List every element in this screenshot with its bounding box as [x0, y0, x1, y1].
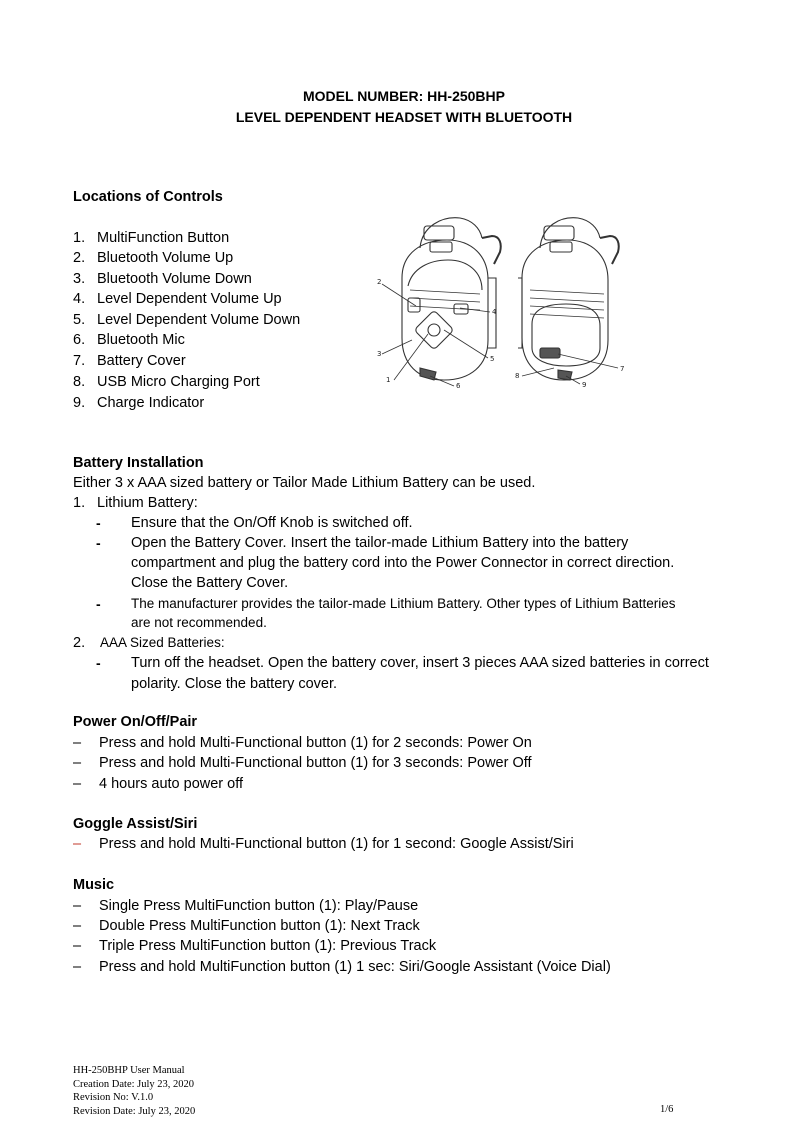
lithium-bullet-2-line-3: Close the Battery Cover.: [131, 575, 289, 591]
list-item-text: Level Dependent Volume Down: [97, 312, 301, 328]
callout-4: 4: [492, 308, 497, 316]
lithium-number: 1.: [73, 495, 86, 511]
list-item-text: Battery Cover: [97, 353, 186, 369]
battery-heading: Battery Installation: [73, 455, 204, 471]
bullet-marker: -: [96, 596, 101, 612]
battery-intro: Either 3 x AAA sized battery or Tailor Made Lithium Battery can be used.: [73, 475, 536, 491]
lithium-bullet-1: Ensure that the On/Off Knob is switched off.: [131, 515, 413, 531]
music-item-1: Single Press MultiFunction button (1): Play/Pause: [99, 898, 419, 914]
music-item-2: Double Press MultiFunction button (1): Next Track: [99, 918, 420, 934]
bullet-marker: -: [96, 515, 101, 531]
lithium-bullet-2-line-2: compartment and plug the battery cord into the Power Connector in correct direction.: [131, 555, 675, 571]
headset-diagram: [372, 208, 642, 396]
callout-5: 5: [490, 355, 495, 363]
callout-6: 6: [456, 382, 461, 390]
dash-marker: –: [73, 755, 82, 771]
list-item-number: 9.: [73, 395, 86, 411]
music-heading: Music: [73, 877, 115, 893]
dash-marker: –: [73, 776, 82, 792]
music-item-3: Triple Press MultiFunction button (1): Previous Track: [99, 938, 437, 954]
list-item-number: 7.: [73, 353, 86, 369]
list-item-text: Bluetooth Volume Up: [97, 250, 234, 266]
aaa-bullet-1-line-2: polarity. Close the battery cover.: [131, 676, 338, 692]
footer-creation-date: Creation Date: July 23, 2020: [73, 1078, 195, 1090]
aaa-title: AAA Sized Batteries:: [100, 635, 225, 650]
dash-marker: –: [73, 918, 82, 934]
callout-2: 2: [377, 278, 382, 286]
lithium-bullet-3-line-1: The manufacturer provides the tailor-made Lithium Battery. Other types of Lithium Batteries: [131, 596, 676, 611]
power-item-1: Press and hold Multi-Functional button (1) for 2 seconds: Power On: [99, 735, 532, 751]
music-item-4: Press and hold MultiFunction button (1) 1 sec: Siri/Google Assistant (Voice Dial): [99, 959, 611, 975]
list-item-number: 3.: [73, 271, 86, 287]
aaa-bullet-1-line-1: Turn off the headset. Open the battery cover, insert 3 pieces AAA sized batteries in correct: [131, 655, 709, 671]
list-item-text: Level Dependent Volume Up: [97, 291, 282, 307]
callout-1: 1: [386, 376, 391, 384]
list-item-number: 4.: [73, 291, 86, 307]
footer-manual: HH-250BHP User Manual: [73, 1065, 185, 1076]
lithium-title: Lithium Battery:: [97, 495, 198, 511]
callout-9: 9: [582, 381, 587, 389]
footer-revision-date: Revision Date: July 23, 2020: [73, 1105, 196, 1117]
callout-8: 8: [515, 372, 520, 380]
product-title: LEVEL DEPENDENT HEADSET WITH BLUETOOTH: [235, 109, 573, 125]
dash-marker: –: [73, 898, 82, 914]
list-item-number: 6.: [73, 332, 86, 348]
list-item-text: USB Micro Charging Port: [97, 374, 260, 390]
list-item-number: 5.: [73, 312, 86, 328]
power-item-3: 4 hours auto power off: [99, 776, 244, 792]
power-heading: Power On/Off/Pair: [73, 714, 198, 730]
aaa-number: 2.: [73, 635, 86, 651]
page-number: 1/6: [660, 1104, 674, 1115]
assist-heading: Goggle Assist/Siri: [73, 816, 198, 832]
model-number-title: MODEL NUMBER: HH-250BHP: [303, 88, 505, 104]
list-item-text: Bluetooth Mic: [97, 332, 185, 348]
footer-revision-no: Revision No: V.1.0: [73, 1092, 154, 1103]
dash-marker: –: [73, 938, 82, 954]
footer-info: [73, 1064, 195, 1118]
callout-7: 7: [620, 365, 625, 373]
assist-item-1: Press and hold Multi-Functional button (1) for 1 second: Google Assist/Siri: [99, 836, 574, 852]
lithium-bullet-2-line-1: Open the Battery Cover. Insert the tailor-made Lithium Battery into the battery: [131, 535, 629, 551]
list-item-number: 1.: [73, 230, 86, 246]
bullet-marker: -: [96, 535, 101, 551]
list-item-text: Charge Indicator: [97, 395, 205, 411]
dash-marker: –: [73, 836, 82, 852]
list-item-text: Bluetooth Volume Down: [97, 271, 252, 287]
dash-marker: –: [73, 959, 82, 975]
list-item-text: MultiFunction Button: [97, 230, 230, 246]
callout-3: 3: [377, 350, 382, 358]
power-item-2: Press and hold Multi-Functional button (1) for 3 seconds: Power Off: [99, 755, 532, 771]
lithium-bullet-3-line-2: are not recommended.: [131, 615, 267, 630]
dash-marker: –: [73, 735, 82, 751]
bullet-marker: -: [96, 655, 101, 671]
controls-heading: Locations of Controls: [73, 189, 223, 205]
list-item-number: 8.: [73, 374, 86, 390]
list-item-number: 2.: [73, 250, 86, 266]
